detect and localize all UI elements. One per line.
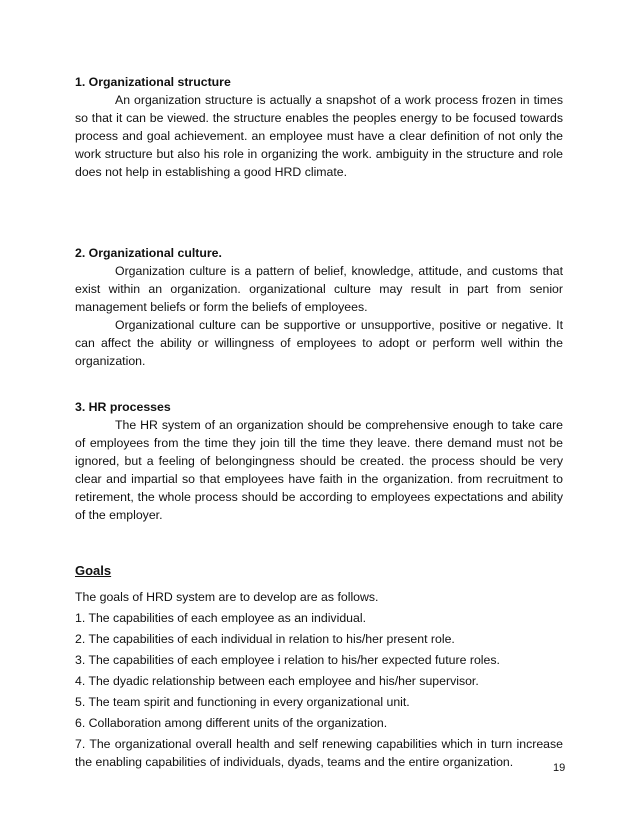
goal-item: 7. The organizational overall health and self renewing capabilities which in turn increase the enabling capabilities of individuals, dyads, teams and the entire organization. [75,737,563,769]
goal-item: 4. The dyadic relationship between each employee and his/her supervisor. [75,674,479,688]
section-heading: 1. Organizational structure [75,75,231,89]
section-paragraph: An organization structure is actually a snapshot of a work process frozen in times so that it can be viewed. the structure enables the peoples energy to be focused towards process and goal achievement. an employee must have a clear definition of not only the work structure but also his role in organizing the work. ambiguity in the structure and role does not help in establishing a good HRD climate. [75,93,563,179]
page-content [75,73,563,771]
goal-item: 2. The capabilities of each individual in relation to his/her present role. [75,632,455,646]
section-paragraph: The HR system of an organization should be comprehensive enough to take care of employees from the time they join till the time they leave. there demand must not be ignored, but a feeling of belongingness should be created. the process should be very clear and impartial so that employees have faith in the organization. from recruitment to retirement, the whole process should be according to employees expectations and ability of the employer. [75,418,563,522]
section-heading: 3. HR processes [75,400,171,414]
goal-item: 6. Collaboration among different units of the organization. [75,716,388,730]
section-heading: 2. Organizational culture. [75,246,222,260]
goals-heading: Goals [75,563,112,578]
section-paragraph: Organization culture is a pattern of belief, knowledge, attitude, and customs that exist within an organization. organizational culture may result in part from senior management beliefs or form the beliefs of employees. [75,264,563,314]
page-number: 19 [553,762,566,774]
goal-item: 1. The capabilities of each employee as an individual. [75,611,366,625]
goal-item: 3. The capabilities of each employee i relation to his/her expected future roles. [75,653,500,667]
section-organizational-culture [75,244,563,370]
section-hr-processes [75,398,563,524]
section-paragraph: Organizational culture can be supportive or unsupportive, positive or negative. It can affect the ability or willingness of employees to adopt or perform well within the organization. [75,318,563,368]
goals-intro: The goals of HRD system are to develop are as follows. [75,590,379,604]
goal-item: 5. The team spirit and functioning in every organizational unit. [75,695,410,709]
goals-section [75,562,563,771]
section-organizational-structure [75,73,563,181]
